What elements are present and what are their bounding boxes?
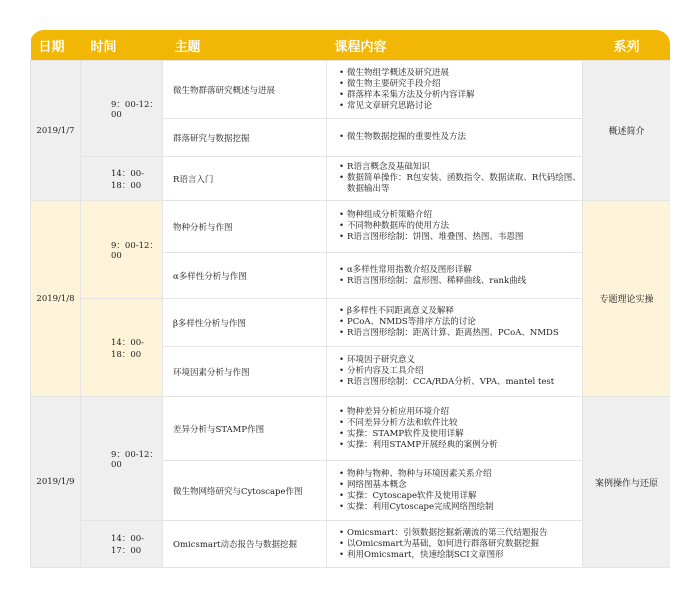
- list-item: • β多样性不同距离意义及解释: [347, 306, 582, 317]
- header-row: [31, 30, 671, 61]
- content-cell: [327, 157, 583, 201]
- content-list: [327, 210, 582, 243]
- schedule-body: [31, 61, 671, 568]
- list-item: • R语言图形绘制：CCA/RDA分析、VPA、mantel test: [347, 377, 582, 388]
- list-item: • 物种差异分析应用环境介绍: [347, 407, 582, 418]
- content-cell: [327, 61, 583, 119]
- content-cell: [327, 201, 583, 253]
- topic-cell: β多样性分析与作图: [163, 299, 327, 347]
- content-cell: [327, 461, 583, 521]
- topic-cell: 微生物群落研究概述与进展: [163, 61, 327, 119]
- table-row: [31, 397, 671, 461]
- content-list: [327, 68, 582, 112]
- header-time: 时间: [81, 30, 163, 61]
- content-list: [327, 162, 582, 195]
- content-list: [327, 265, 582, 287]
- list-item: • 常见文章研究思路讨论: [347, 101, 582, 112]
- topic-cell: Omicsmart动态报告与数据挖掘: [163, 521, 327, 568]
- series-cell: 专题理论实操: [583, 201, 671, 397]
- list-item: • 微生物组学概述及研究进展: [347, 68, 582, 79]
- list-item: • 实操：利用STAMP开展经典的案例分析: [347, 440, 582, 451]
- header-topic: 主题: [163, 30, 327, 61]
- table-row: [31, 61, 671, 119]
- time-cell: 14：00-18：00: [81, 157, 163, 201]
- list-item: • 物种组成分析策略介绍: [347, 210, 582, 221]
- list-item: • 数据简单操作：R包安装、函数指令、数据读取、R代码绘图、数据输出等: [347, 173, 582, 195]
- table-row: [31, 157, 671, 201]
- time-cell: 14：00-18：00: [81, 299, 163, 397]
- topic-cell: R语言入门: [163, 157, 327, 201]
- topic-cell: 群落研究与数据挖掘: [163, 119, 327, 157]
- schedule-table-container: [30, 30, 670, 580]
- date-cell: 2019/1/9: [31, 397, 81, 568]
- time-cell: 9：00-12：00: [81, 61, 163, 157]
- list-item: • PCoA、NMDS等排序方法的讨论: [347, 317, 582, 328]
- series-cell: 案例操作与还原: [583, 397, 671, 568]
- list-item: • 不同差异分析方法和软件比较: [347, 418, 582, 429]
- list-item: • 以Omicsmart为基础，如何进行群落研究数据挖掘: [347, 539, 582, 550]
- content-list: [327, 355, 582, 388]
- content-list: [327, 528, 582, 561]
- list-item: • 环境因子研究意义: [347, 355, 582, 366]
- topic-cell: 差异分析与STAMP作图: [163, 397, 327, 461]
- list-item: • 实操：利用Cytoscape完成网络图绘制: [347, 502, 582, 513]
- table-row: [31, 299, 671, 347]
- list-item: • R语言图形绘制：饼图、堆叠图、热图、韦恩图: [347, 232, 582, 243]
- topic-cell: 环境因素分析与作图: [163, 347, 327, 397]
- content-cell: [327, 119, 583, 157]
- topic-cell: 微生物网络研究与Cytoscape作图: [163, 461, 327, 521]
- table-row: [31, 521, 671, 568]
- table-row: [31, 201, 671, 253]
- header-content: 课程内容: [327, 30, 583, 61]
- schedule-table: [30, 30, 670, 568]
- header-series: 系列: [583, 30, 671, 61]
- list-item: • 不同物种数据库的使用方法: [347, 221, 582, 232]
- topic-cell: 物种分析与作图: [163, 201, 327, 253]
- list-item: • Omicsmart：引领数据挖掘新潮流的第三代结题报告: [347, 528, 582, 539]
- list-item: • 物种与物种、物种与环境因素关系介绍: [347, 469, 582, 480]
- topic-cell: α多样性分析与作图: [163, 253, 327, 299]
- list-item: • α多样性常用指数介绍及图形详解: [347, 265, 582, 276]
- time-cell: 9：00-12：00: [81, 397, 163, 521]
- content-cell: [327, 397, 583, 461]
- content-cell: [327, 299, 583, 347]
- content-list: [327, 132, 582, 143]
- header-date: 日期: [31, 30, 81, 61]
- list-item: • 微生物数据挖掘的重要性及方法: [347, 132, 582, 143]
- list-item: • 实操：Cytoscape软件及使用详解: [347, 491, 582, 502]
- list-item: • 利用Omicsmart，快速绘制SCI文章图形: [347, 550, 582, 561]
- content-cell: [327, 253, 583, 299]
- series-cell: 概述简介: [583, 61, 671, 201]
- list-item: • 群落样本采集方法及分析内容详解: [347, 90, 582, 101]
- content-list: [327, 407, 582, 451]
- content-cell: [327, 521, 583, 568]
- time-cell: 9：00-12：00: [81, 201, 163, 299]
- date-cell: 2019/1/8: [31, 201, 81, 397]
- content-list: [327, 306, 582, 339]
- list-item: • 微生物主要研究手段介绍: [347, 79, 582, 90]
- content-cell: [327, 347, 583, 397]
- list-item: • R语言图形绘制：盒形图、稀释曲线、rank曲线: [347, 276, 582, 287]
- list-item: • 网络图基本概念: [347, 480, 582, 491]
- list-item: • 分析内容及工具介绍: [347, 366, 582, 377]
- list-item: • R语言概念及基础知识: [347, 162, 582, 173]
- date-cell: 2019/1/7: [31, 61, 81, 201]
- list-item: • R语言图形绘制：距离计算、距离热图、PCoA、NMDS: [347, 328, 582, 339]
- list-item: • 实操：STAMP软件及使用详解: [347, 429, 582, 440]
- content-list: [327, 469, 582, 513]
- time-cell: 14：00-17：00: [81, 521, 163, 568]
